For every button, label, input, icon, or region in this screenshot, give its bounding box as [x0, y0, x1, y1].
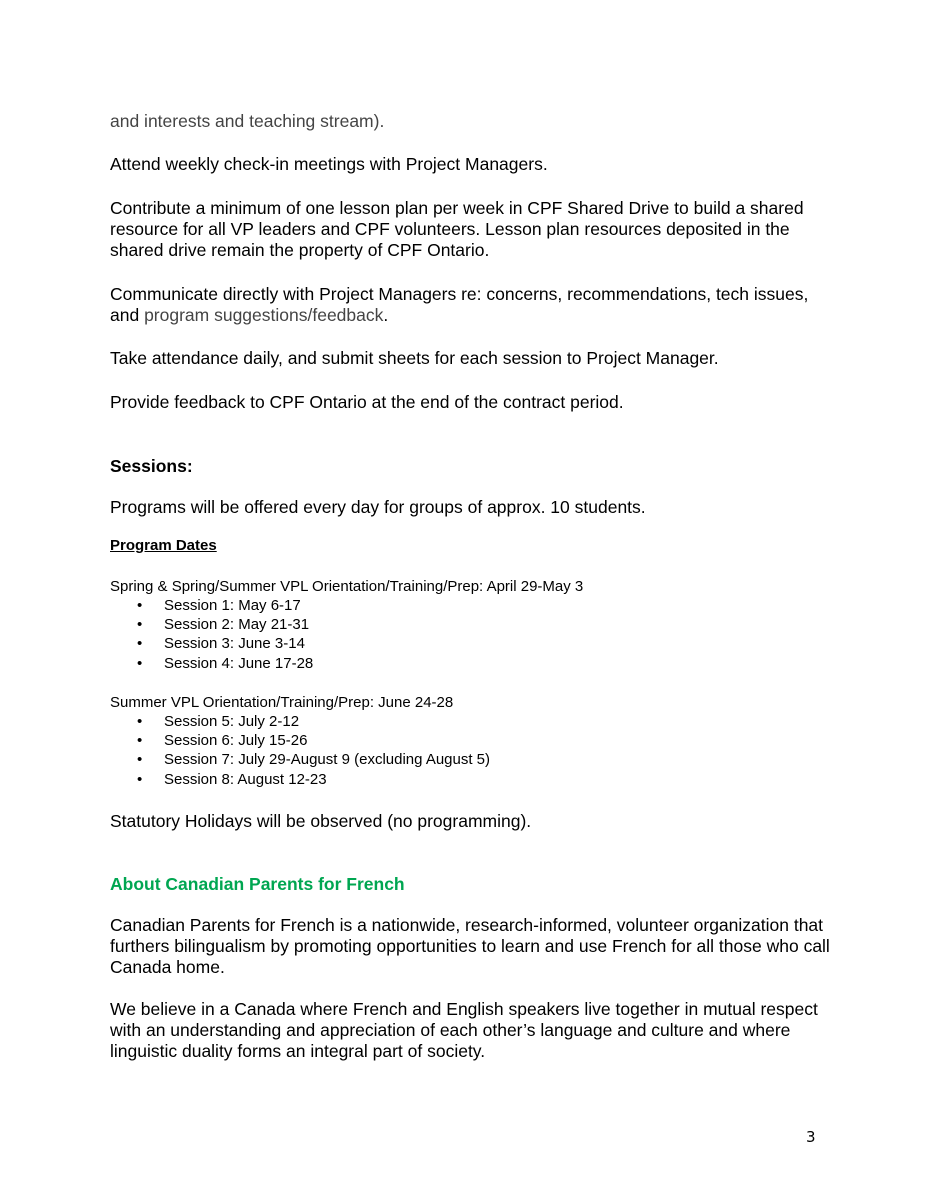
duty-feedback: Provide feedback to CPF Ontario at the end of the contract period.: [110, 392, 624, 412]
page-number: 3: [806, 1128, 816, 1146]
about-para-2: We believe in a Canada where French and English speakers live together in mutual respect with an understanding and appreciation of each other’s language and culture and where linguistic duality forms an integral part of society.: [110, 999, 818, 1061]
list-item: • Session 3: June 3-14: [110, 634, 313, 653]
list-item: • Session 5: July 2-12: [110, 712, 490, 731]
list-item: • Session 8: August 12-23: [110, 770, 490, 789]
about-para-1: Canadian Parents for French is a nationwide, research-informed, volunteer organization that furthers bilingualism by promoting opportunities to learn and use French for all those who call Canada home.: [110, 915, 830, 977]
program-dates-heading: Program Dates: [110, 537, 217, 554]
sessions-intro: Programs will be offered every day for groups of approx. 10 students.: [110, 497, 646, 517]
duty-lesson-plan: Contribute a minimum of one lesson plan per week in CPF Shared Drive to build a shared resource for all VP leaders and CPF volunteers. Lesson plan resources deposited in the shared drive remain the property of CPF Ontario.: [110, 198, 804, 260]
intro-fragment: and interests and teaching stream).: [110, 111, 385, 131]
list-item: • Session 7: July 29-August 9 (excluding August 5): [110, 750, 490, 769]
holidays-note: Statutory Holidays will be observed (no programming).: [110, 811, 532, 831]
sessions-heading: Sessions:: [110, 456, 193, 476]
list-item: • Session 1: May 6-17: [110, 596, 313, 615]
summer-label: Summer VPL Orientation/Training/Prep: June 24-28: [110, 694, 454, 711]
spring-label: Spring & Spring/Summer VPL Orientation/Training/Prep: April 29-May 3: [110, 578, 584, 595]
duty-communicate-text: Communicate directly with Project Managers re: concerns, recommendations, tech issues, and: [110, 284, 809, 325]
spring-session-list: [110, 596, 313, 673]
list-item: • Session 6: July 15-26: [110, 731, 490, 750]
duty-communicate-feedback: program suggestions/feedback: [144, 305, 384, 325]
list-item: • Session 2: May 21-31: [110, 615, 313, 634]
about-heading: About Canadian Parents for French: [110, 874, 405, 894]
summer-session-list: [110, 712, 490, 789]
duty-checkin: Attend weekly check-in meetings with Project Managers.: [110, 154, 548, 174]
duty-communicate: Communicate directly with Project Managers re: concerns, recommendations, tech issues, and program suggestions/feedback.: [110, 284, 809, 325]
list-item: • Session 4: June 17-28: [110, 654, 313, 673]
duty-attendance: Take attendance daily, and submit sheets for each session to Project Manager.: [110, 348, 719, 368]
